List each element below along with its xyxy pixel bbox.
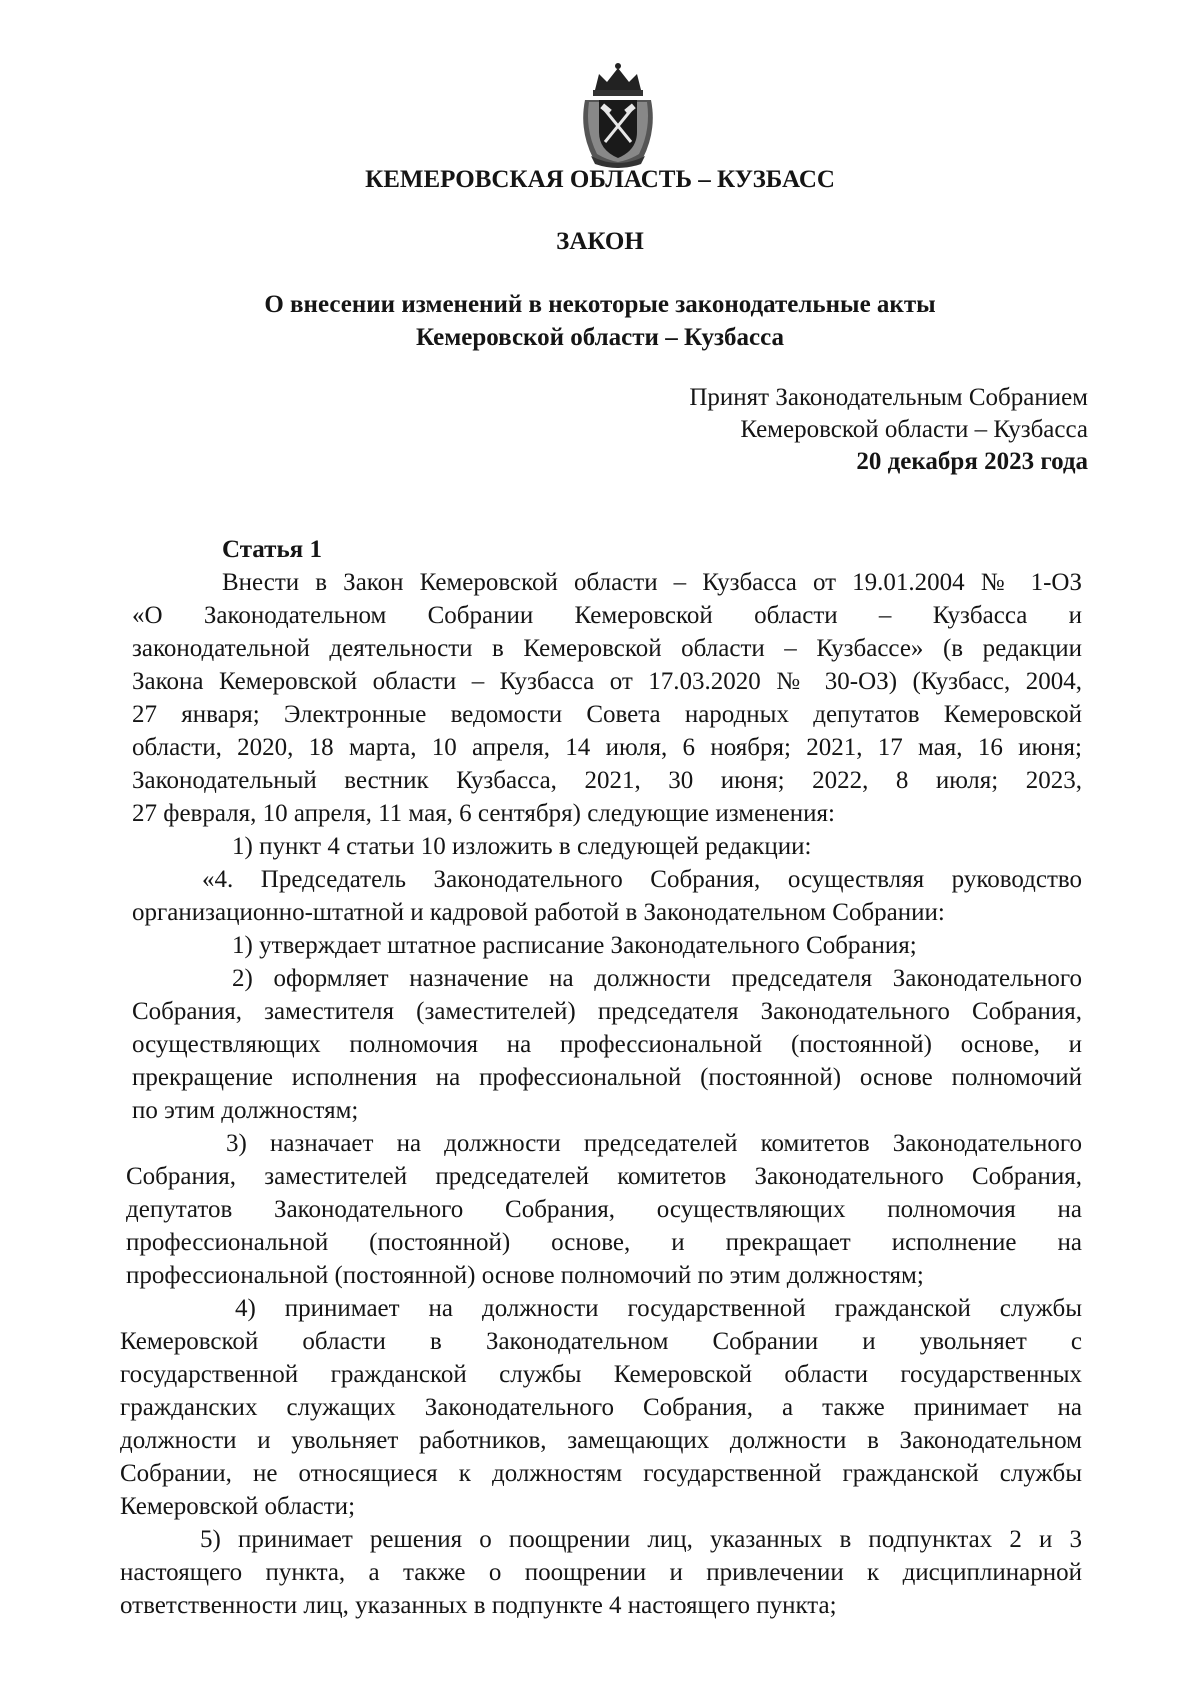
article-title: Статья 1 <box>222 536 322 563</box>
article-line: прекращение исполнения на профессиональной (постоянной) основе полномочий <box>132 1064 1082 1091</box>
article-line: настоящего пункта, а также о поощрении и привлечении к дисциплинарной <box>120 1559 1082 1586</box>
article-line: законодательной деятельности в Кемеровской области – Кузбассе» (в редакции <box>132 635 1082 662</box>
article-line: осуществляющих полномочия на профессиональной (постоянной) основе, и <box>132 1031 1082 1058</box>
article-line: организационно-штатной и кадровой работой в Законодательном Собрании: <box>132 899 945 926</box>
article-line: гражданских служащих Законодательного Собрания, а также принимает на <box>120 1394 1082 1421</box>
article-line: 27 февраля, 10 апреля, 11 мая, 6 сентября) следующие изменения: <box>132 800 835 827</box>
article-line: «О Законодательном Собрании Кемеровской области – Кузбасса и <box>132 602 1082 629</box>
article-line: «4. Председатель Законодательного Собрания, осуществляя руководство <box>202 866 1082 893</box>
article-line: по этим должностям; <box>132 1097 359 1124</box>
article-line: 4) принимает на должности государственной гражданской службы <box>235 1295 1082 1322</box>
adoption-date: 20 декабря 2023 года <box>856 448 1088 475</box>
adoption-line-1: Принят Законодательным Собранием <box>689 384 1088 411</box>
article-line: Законодательный вестник Кузбасса, 2021, 30 июня; 2022, 8 июля; 2023, <box>132 767 1082 794</box>
article-line: профессиональной (постоянной) основе полномочий по этим должностям; <box>126 1262 924 1289</box>
adoption-line-2: Кемеровской области – Кузбасса <box>740 416 1088 443</box>
article-line: 2) оформляет назначение на должности председателя Законодательного <box>232 965 1082 992</box>
article-line: профессиональной (постоянной) основе, и прекращает исполнение на <box>126 1229 1082 1256</box>
article-line: должности и увольняет работников, замещающих должности в Законодательном <box>120 1427 1082 1454</box>
document-title-line-1: О внесении изменений в некоторые законодательные акты <box>264 291 936 318</box>
article-line: депутатов Законодательного Собрания, осуществляющих полномочия на <box>126 1196 1082 1223</box>
article-line: Собрании, не относящиеся к должностям государственной гражданской службы <box>120 1460 1082 1487</box>
article-line: Кемеровской области; <box>120 1493 356 1520</box>
article-line: 1) пункт 4 статьи 10 изложить в следующей редакции: <box>232 833 812 860</box>
document-title-line-2: Кемеровской области – Кузбасса <box>415 324 785 351</box>
article-line: Собрания, заместителя (заместителей) председателя Законодательного Собрания, <box>132 998 1082 1025</box>
article-line: 27 января; Электронные ведомости Совета народных депутатов Кемеровской <box>132 701 1082 728</box>
document-type-heading: ЗАКОН <box>556 228 644 255</box>
article-body <box>120 533 1082 1622</box>
article-line: Внести в Закон Кемеровской области – Кузбасса от 19.01.2004 № 1-ОЗ <box>222 569 1082 596</box>
article-line: Кемеровской области в Законодательном Собрании и увольняет с <box>120 1328 1082 1355</box>
article-line: области, 2020, 18 марта, 10 апреля, 14 июля, 6 ноября; 2021, 17 мая, 16 июня; <box>132 734 1082 761</box>
article-line: Закона Кемеровской области – Кузбасса от 17.03.2020 № 30-ОЗ) (Кузбасс, 2004, <box>132 668 1082 695</box>
article-line: 5) принимает решения о поощрении лиц, указанных в подпунктах 2 и 3 <box>200 1526 1082 1553</box>
article-line: ответственности лиц, указанных в подпункте 4 настоящего пункта; <box>120 1592 837 1619</box>
article-line: 1) утверждает штатное расписание Законодательного Собрания; <box>232 932 917 959</box>
article-line: государственной гражданской службы Кемеровской области государственных <box>120 1361 1082 1388</box>
kuzbass-coat-of-arms-icon <box>575 60 661 170</box>
article-line: Собрания, заместителей председателей комитетов Законодательного Собрания, <box>126 1163 1082 1190</box>
article-line: 3) назначает на должности председателей комитетов Законодательного <box>226 1130 1082 1157</box>
region-heading: КЕМЕРОВСКАЯ ОБЛАСТЬ – КУЗБАСС <box>365 166 835 193</box>
